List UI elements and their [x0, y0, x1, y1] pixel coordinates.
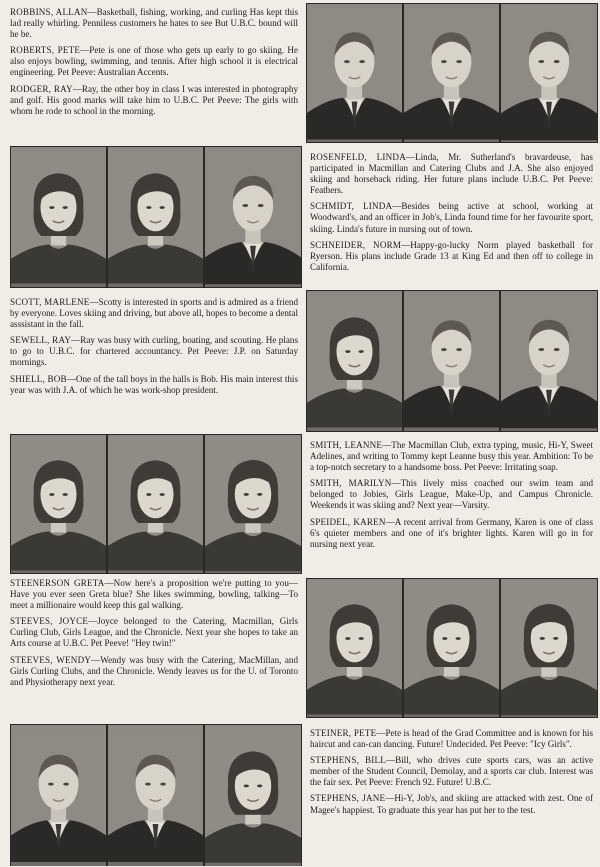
bio-stephens-bill: STEPHENS, BILL—Bill, who drives cute sports cars, was an active member of the Student Council, Demolay, and a sports car club. Interest was the fair sex. Pet Peeve: French 92. Future! U.B.C.	[310, 755, 593, 788]
portrait-speidel-karen	[205, 435, 301, 573]
portrait-steeves-wendy	[501, 579, 597, 717]
portrait-smith-marilyn	[108, 435, 203, 573]
bio-group-6	[310, 728, 593, 821]
bio-shiell-bob: SHIELL, BOB—One of the tall boys in the halls is Bob. His main interest this year was with J.A. of which he was work-shop president.	[10, 373, 299, 395]
bio-stephens-jane: STEPHENS, JANE—Hi-Y, Job's, and skiing are attacked with zest. One of Magee's happiest. To graduate this year has put her to the test.	[310, 793, 593, 815]
bio-robbins-allan: ROBBINS, ALLAN—Basketball, fishing, working, and curling Has kept this lad really whirling. Penniless customers he hates to see But U.B.C. bound will he be.	[10, 7, 298, 40]
portrait-steeves-joyce	[404, 579, 499, 717]
bio-smith-leanne: SMITH, LEANNE—The Macmillan Club, extra typing, music, Hi-Y, Sweet Adelines, and writing to Tommy kept Leanne busy this year. Ambition: To be a top-notch secretary to a handsome boss. Pet Peeve: Irritating soap.	[310, 440, 593, 473]
bio-sewell-ray: SEWELL, RAY—Ray was busy with curling, boating, and scouting. He plans to go to U.B.C. for chartered accountancy. Pet Peeve: J.P. on Saturday mornings.	[10, 335, 298, 368]
portrait-sewell-ray	[404, 291, 499, 431]
bio-group-3	[10, 297, 298, 401]
portrait-stephens-jane	[205, 725, 301, 866]
portrait-smith-leanne	[11, 435, 106, 573]
portrait-steenerson-greta	[307, 579, 402, 717]
bio-steiner-pete: STEINER, PETE—Pete is head of the Grad Committee and is known for his haircut and can-can dancing. Future! Undecided. Pet Peeve: "Icy Girls".	[310, 728, 593, 750]
portrait-steiner-pete	[11, 725, 106, 866]
portrait-rosenfeld-linda	[11, 147, 106, 287]
bio-group-5	[10, 578, 298, 693]
portrait-shiell-bob	[501, 291, 597, 431]
bio-speidel-karen: SPEIDEL, KAREN—A recent arrival from Germany, Karen is one of class 6's quieter members and one of it's brighter lights. Karen will go in for nursing next year.	[310, 516, 593, 549]
bio-steenerson-greta: STEENERSON GRETA—Now here's a proposition we're putting to you—Have you ever seen Greta blue? She likes swimming, bowling, talking—To meet a millionaire would keep this gal walking.	[10, 578, 298, 611]
bio-steeves-joyce: STEEVES, JOYCE—Joyce belonged to the Catering, Macmillan, Girls Curling Club, Girls League, and the Chronicle. Next year she hopes to take an Arts course at U.B.C. Pet Peeve! "Hey twin!"	[10, 616, 298, 649]
bio-scott-marlene: SCOTT, MARLENE—Scotty is interested in sports and is admired as a friend by everyone. Loves skiing and driving, but above all, hopes to become a dental asssistant in the fall.	[10, 297, 298, 330]
bio-schmidt-linda: SCHMIDT, LINDA—Besides being active at school, working at Woodward's, and an officer in Job's, Linda found time for her favourite sport, skiing. Linda's future in nursing out of town.	[310, 201, 593, 234]
portrait-rodger-ray	[501, 4, 597, 142]
bio-steeves-wendy: STEEVES, WENDY—Wendy was busy with the Catering, MacMillan, and Girls Curling Clubs, and the Chronicle. Wendy leaves us for the U. of Toronto and Physiotherapy next year.	[10, 654, 298, 687]
bio-group-4	[310, 440, 593, 555]
portrait-stephens-bill	[108, 725, 203, 866]
bio-rosenfeld-linda: ROSENFELD, LINDA—Linda, Mr. Sutherland's bravardeuse, has participated in Macmillan and Catering Clubs and J.A. She also enjoyed skiing and horseback riding. Her future plans include U.B.C. Pet Peeve: Feathers.	[310, 152, 593, 196]
portrait-schneider-norm	[205, 147, 301, 287]
portrait-roberts-pete	[404, 4, 499, 142]
bio-schneider-norm: SCHNEIDER, NORM—Happy-go-lucky Norm played basketball for Ryerson. His plans include Grade 13 at King Ed and then off to college in California.	[310, 239, 593, 272]
bio-smith-marilyn: SMITH, MARILYN—This lively miss coached our swim team and belonged to Jobies, Girls League, Make-Up, and Campus Chronicle. Weekends it was skiing and? Next year—Varsity.	[310, 478, 593, 511]
portrait-scott-marlene	[307, 291, 402, 431]
bio-group-2	[310, 152, 593, 278]
bio-rodger-ray: RODGER, RAY—Ray, the other boy in class I was interested in photography and golf. His good marks will take him to U.B.C. Pet Peeve: The girls with whom he rode to school in the morning.	[10, 83, 298, 116]
bio-group-1	[10, 7, 298, 122]
portrait-schmidt-linda	[108, 147, 203, 287]
bio-roberts-pete: ROBERTS, PETE—Pete is one of those who gets up early to go skiing. He also enjoys bowling, swimming, and tennis. After high school it is electrical engineering. Pet Peeve: Australian Accents.	[10, 45, 298, 78]
portrait-robbins-allan	[307, 4, 402, 142]
